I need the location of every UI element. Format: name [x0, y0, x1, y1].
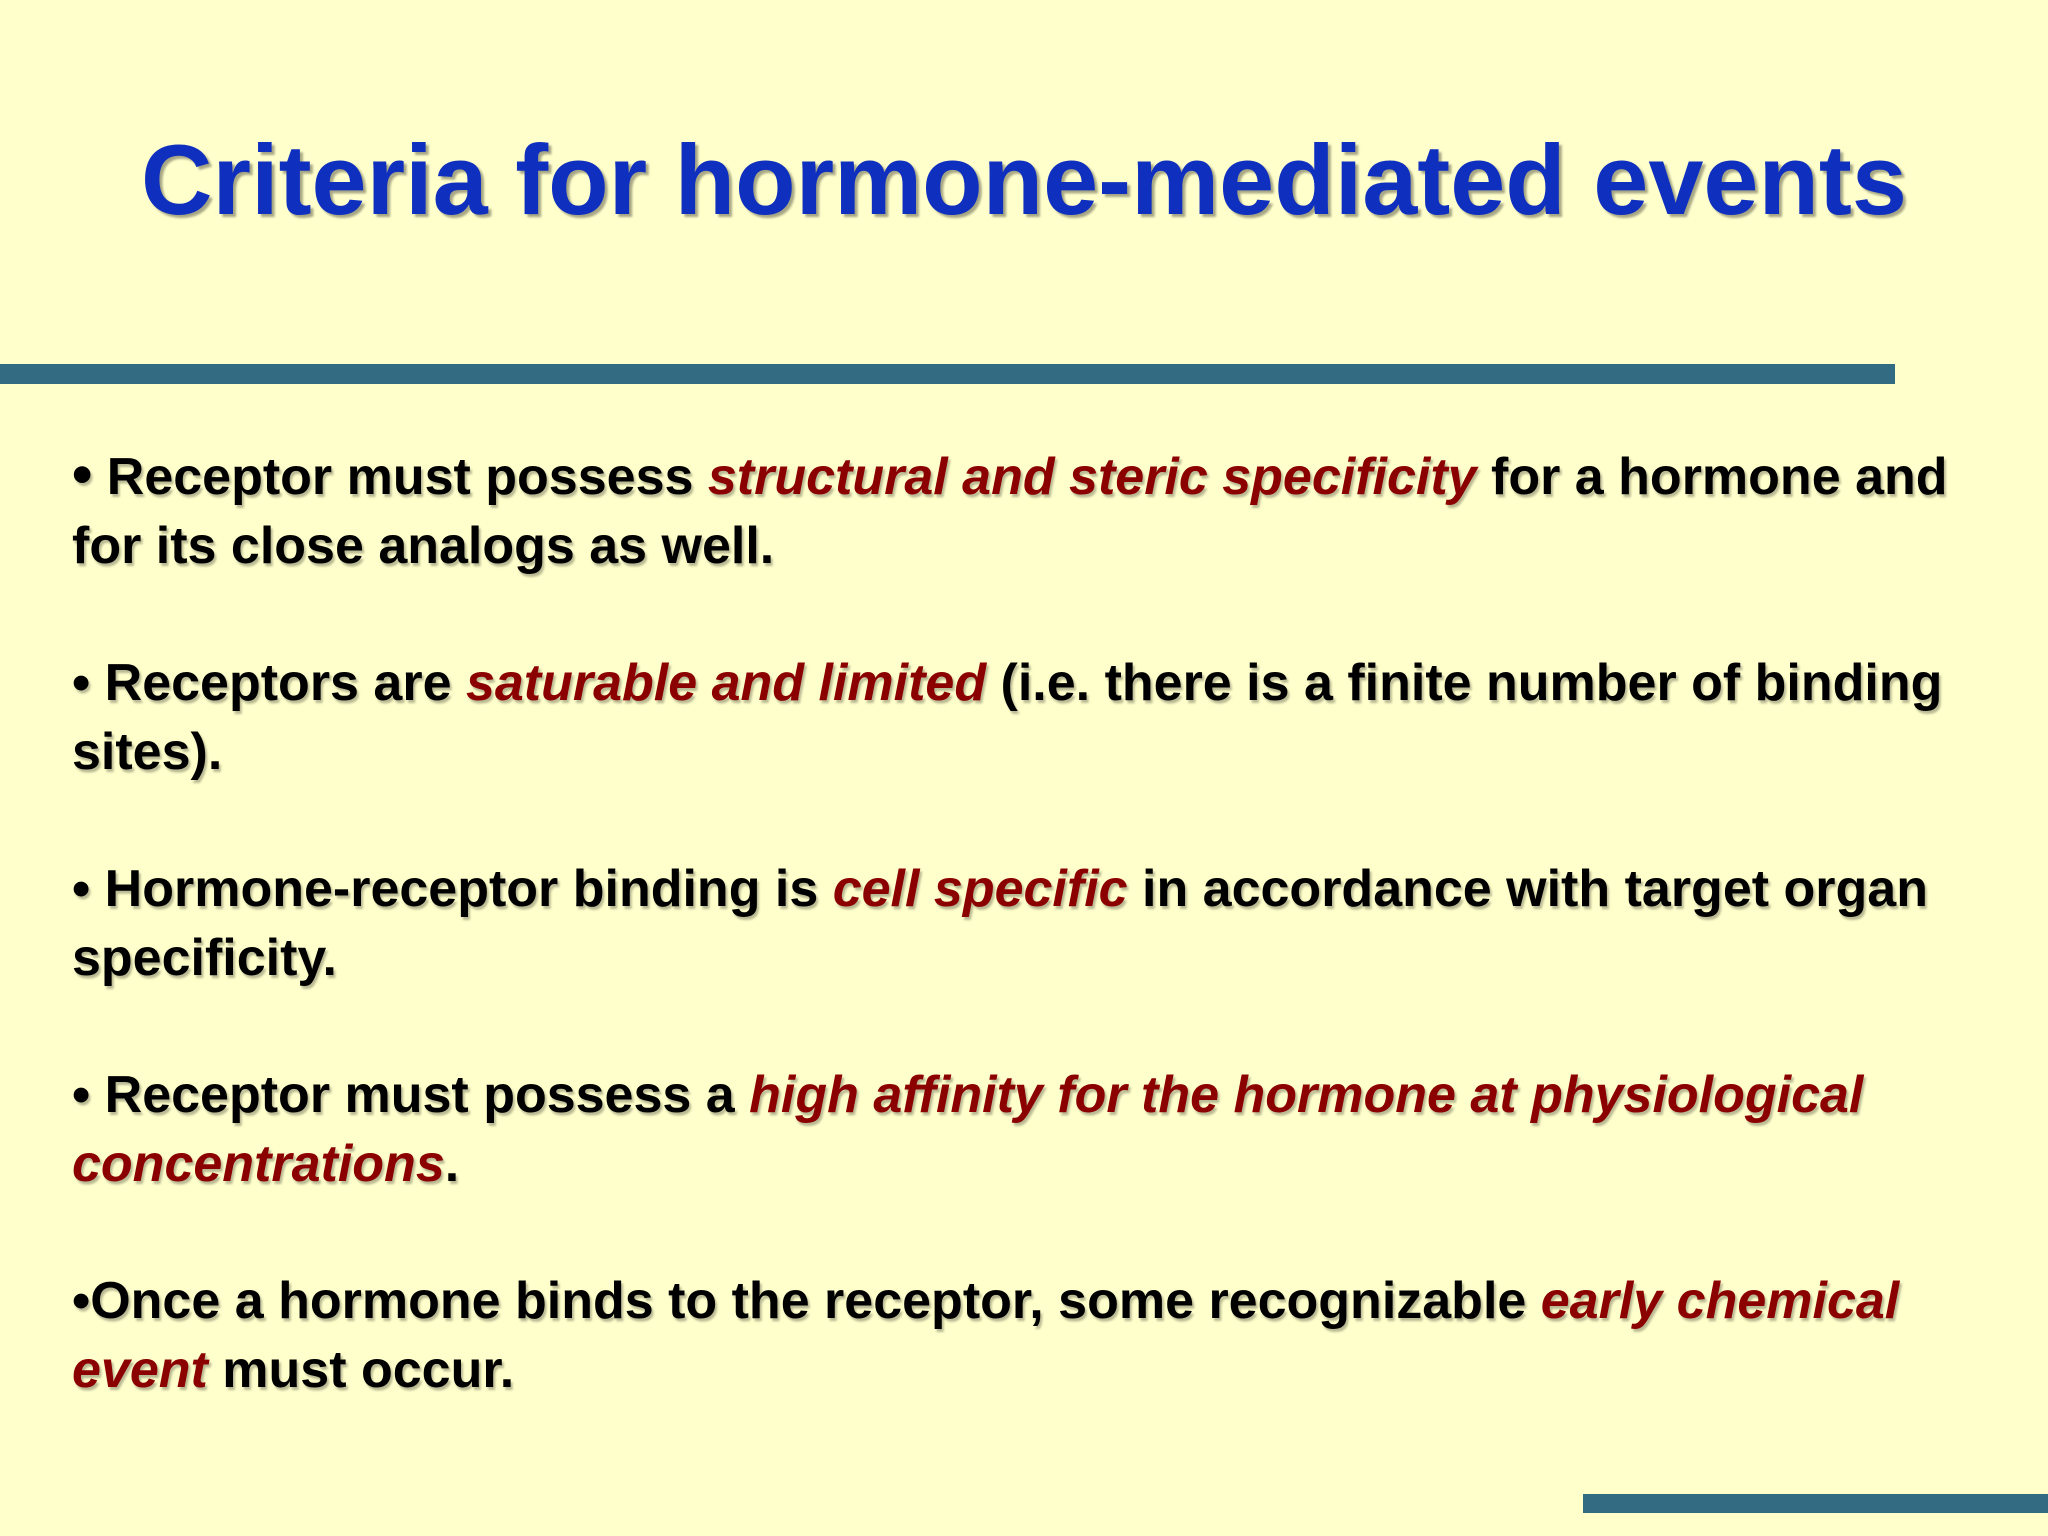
bullet-text: . [444, 1135, 460, 1193]
bullet-emphasis: saturable and limited [465, 654, 987, 712]
bullet-marker: • [72, 1272, 91, 1330]
bullet-text: Hormone-receptor binding is [90, 860, 833, 918]
footer-accent-rule [1583, 1494, 2048, 1513]
bullet-item-structural-specificity [72, 440, 2012, 581]
bullet-list [72, 440, 2012, 1473]
bullet-text: Once a hormone binds to the receptor, some recognizable [90, 1272, 1541, 1330]
bullet-marker: • [72, 860, 91, 918]
bullet-item-cell-specific [72, 855, 2012, 993]
bullet-emphasis: high affinity for the hormone at physiological concentrations [72, 1066, 1864, 1193]
bullet-item-saturable [72, 649, 2012, 787]
bullet-text: Receptors are [90, 654, 466, 712]
bullet-text: must occur. [207, 1341, 515, 1399]
bullet-emphasis: cell specific [832, 860, 1128, 918]
bullet-text: (i.e. there is a finite number of binding sites). [72, 654, 1943, 781]
bullet-item-high-affinity [72, 1061, 2012, 1199]
bullet-marker: • [72, 654, 91, 712]
bullet-emphasis: early chemical event [72, 1272, 1900, 1399]
bullet-text: in accordance with target organ specificity. [72, 860, 1928, 987]
bullet-emphasis: structural and steric specificity [707, 448, 1477, 506]
bullet-text: Receptor must possess a [90, 1066, 750, 1124]
title-divider-rule [0, 364, 1895, 384]
slide-title: Criteria for hormone-mediated events [141, 124, 1907, 235]
bullet-text: for a hormone and for its close analogs as well. [72, 448, 1948, 575]
bullet-marker: • [72, 442, 93, 507]
bullet-item-early-chemical-event [72, 1267, 2012, 1405]
bullet-text: Receptor must possess [92, 448, 708, 506]
bullet-marker: • [72, 1066, 91, 1124]
